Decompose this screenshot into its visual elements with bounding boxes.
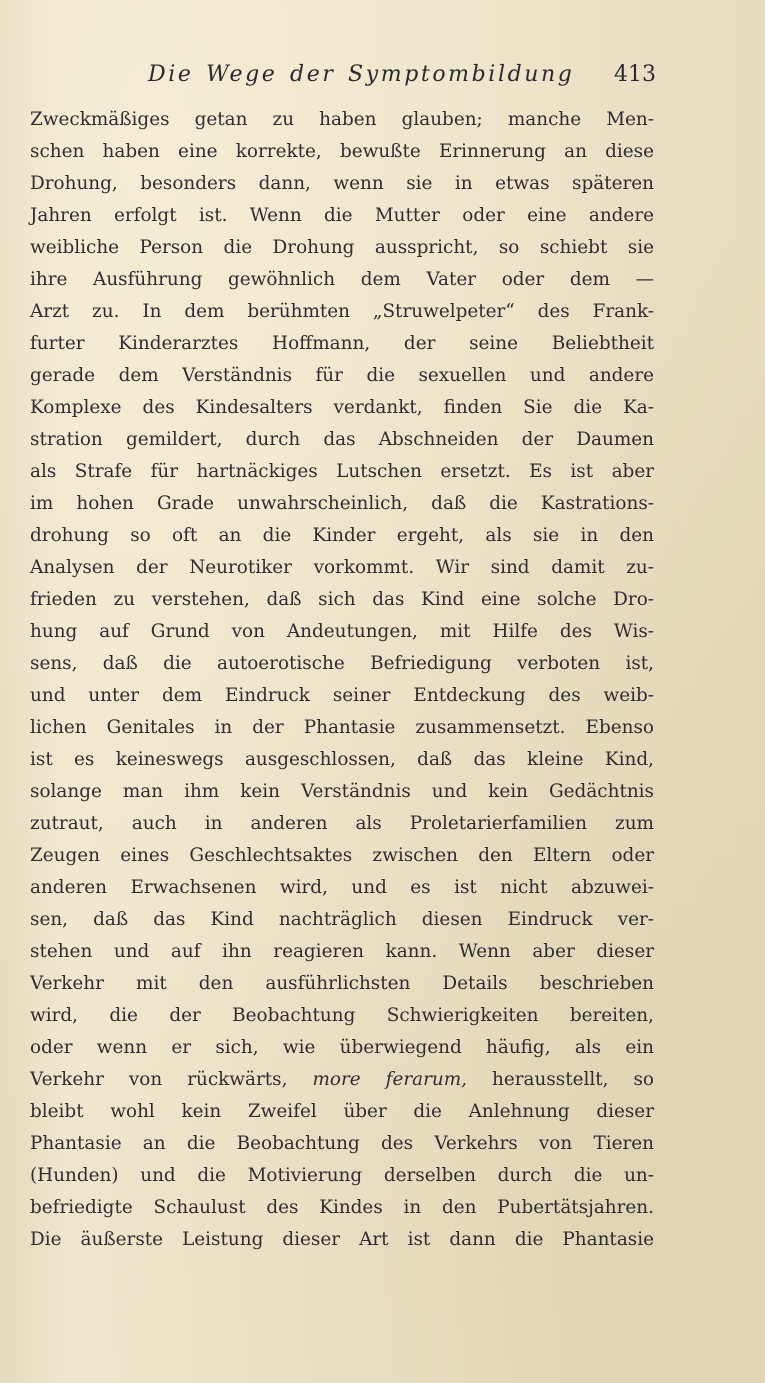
running-head: Die Wege der Symptombildung <box>148 62 575 87</box>
text-line: sen, daß das Kind nachträglich diesen Eindruck ver- <box>30 909 654 930</box>
text-line: stehen und auf ihn reagieren kann. Wenn aber dieser <box>30 941 654 962</box>
text-line: ihre Ausführung gewöhnlich dem Vater oder dem — <box>30 269 654 290</box>
line-31-pre: Verkehr von rückwärts, <box>30 1069 288 1090</box>
text-line: bleibt wohl kein Zweifel über die Anlehnung dieser <box>30 1101 654 1122</box>
text-line: (Hunden) und die Motivierung derselben durch die un- <box>30 1165 654 1186</box>
text-line-with-italic <box>30 1064 654 1096</box>
text-line: sens, daß die autoerotische Befriedigung verboten ist, <box>30 653 654 674</box>
text-line: drohung so oft an die Kinder ergeht, als sie in den <box>30 525 654 546</box>
text-line: oder wenn er sich, wie überwiegend häufig, als ein <box>30 1037 654 1058</box>
page-number: 413 <box>614 62 656 87</box>
body-text <box>30 104 654 1256</box>
text-line: Zweckmäßiges getan zu haben glauben; manche Men- <box>30 109 654 130</box>
text-line: hung auf Grund von Andeutungen, mit Hilfe des Wis- <box>30 621 654 642</box>
text-line: im hohen Grade unwahrscheinlich, daß die Kastrations- <box>30 493 654 514</box>
text-line: Komplexe des Kindesalters verdankt, finden Sie die Ka- <box>30 397 654 418</box>
text-line: gerade dem Verständnis für die sexuellen und andere <box>30 365 654 386</box>
text-line: Jahren erfolgt ist. Wenn die Mutter oder eine andere <box>30 205 654 226</box>
text-line: Analysen der Neurotiker vorkommt. Wir sind damit zu- <box>30 557 654 578</box>
line-31-post: herausstellt, so <box>492 1069 654 1090</box>
text-line: wird, die der Beobachtung Schwierigkeiten bereiten, <box>30 1005 654 1026</box>
text-line: furter Kinderarztes Hoffmann, der seine Beliebtheit <box>30 333 654 354</box>
text-line: stration gemildert, durch das Abschneiden der Daumen <box>30 429 654 450</box>
text-line: Phantasie an die Beobachtung des Verkehrs von Tieren <box>30 1133 654 1154</box>
text-line: Zeugen eines Geschlechtsaktes zwischen den Eltern oder <box>30 845 654 866</box>
text-line: Verkehr mit den ausführlichsten Details beschrieben <box>30 973 654 994</box>
text-line: als Strafe für hartnäckiges Lutschen ersetzt. Es ist aber <box>30 461 654 482</box>
italic-phrase: more ferarum, <box>312 1069 468 1090</box>
text-line: solange man ihm kein Verständnis und kein Gedächtnis <box>30 781 654 802</box>
text-line: weibliche Person die Drohung ausspricht, so schiebt sie <box>30 237 654 258</box>
text-line: frieden zu verstehen, daß sich das Kind eine solche Dro- <box>30 589 654 610</box>
text-line: anderen Erwachsenen wird, und es ist nicht abzuwei- <box>30 877 654 898</box>
text-line: ist es keineswegs ausgeschlossen, daß das kleine Kind, <box>30 749 654 770</box>
text-line: Arzt zu. In dem berühmten „Struwelpeter“ des Frank- <box>30 301 654 322</box>
text-line: Die äußerste Leistung dieser Art ist dann die Phantasie <box>30 1229 654 1250</box>
text-line: zutraut, auch in anderen als Proletarierfamilien zum <box>30 813 654 834</box>
text-line: befriedigte Schaulust des Kindes in den Pubertätsjahren. <box>30 1197 654 1218</box>
text-line: und unter dem Eindruck seiner Entdeckung des weib- <box>30 685 654 706</box>
page-header <box>148 62 656 94</box>
text-line: Drohung, besonders dann, wenn sie in etwas späteren <box>30 173 654 194</box>
text-line: schen haben eine korrekte, bewußte Erinnerung an diese <box>30 141 654 162</box>
text-line: lichen Genitales in der Phantasie zusammensetzt. Ebenso <box>30 717 654 738</box>
